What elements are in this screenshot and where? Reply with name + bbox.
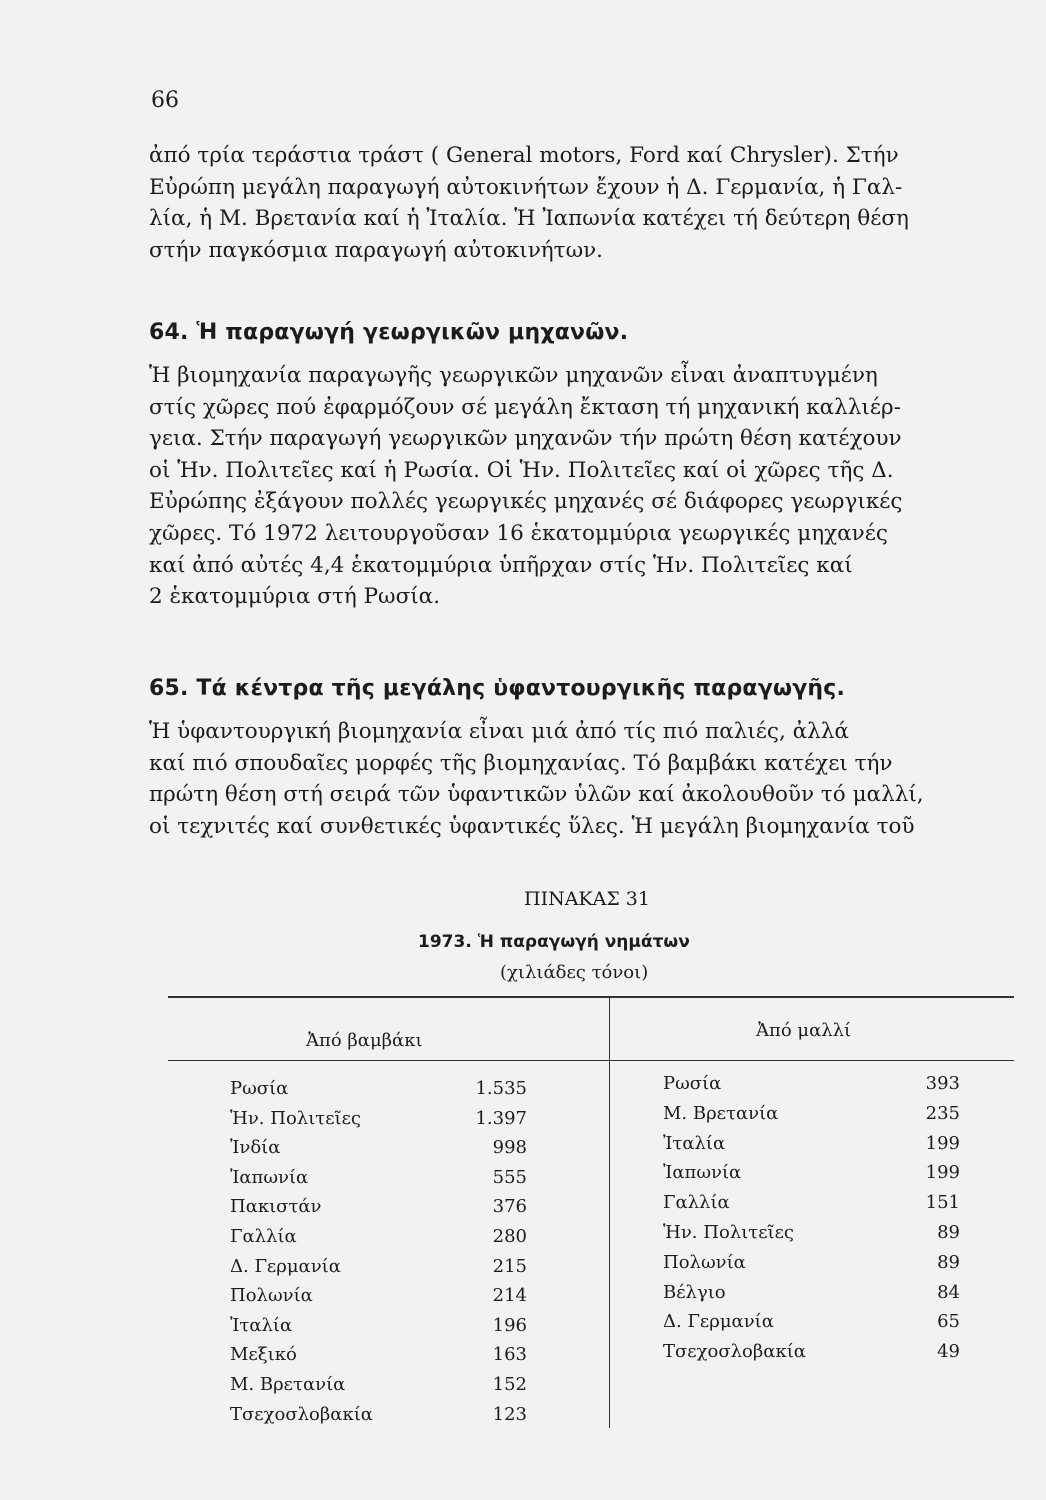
wool-value-cell: 49 <box>937 1341 960 1363</box>
wool-value-cell: 65 <box>937 1311 960 1333</box>
cotton-country-cell: Ἡν. Πολιτεῖες <box>230 1107 361 1129</box>
text-line: 2 ἑκατομμύρια στή Ρωσία. <box>149 584 441 610</box>
paragraph-section-64 <box>149 360 1007 613</box>
wool-country-cell: Μ. Βρετανία <box>663 1102 779 1124</box>
cotton-value-cell: 196 <box>492 1314 527 1336</box>
wool-country-cell: Δ. Γερμανία <box>663 1311 774 1333</box>
section-heading-64: 64. Ἡ παραγωγή γεωργικῶν μηχανῶν. <box>149 320 629 345</box>
cotton-value-cell: 214 <box>492 1285 527 1307</box>
wool-value-cell: 393 <box>925 1073 960 1094</box>
section-heading-65: 65. Τά κέντρα τῆς μεγάλης ὑφαντουργικῆς παραγωγῆς. <box>149 676 846 701</box>
cotton-value-cell: 1.535 <box>475 1078 527 1099</box>
text-line: οἱ τεχνιτές καί συνθετικές ὑφαντικές ὕλες. Ἡ μεγάλη βιομηχανία τοῦ <box>149 813 915 839</box>
cotton-country-cell: Πολωνία <box>230 1285 313 1307</box>
cotton-value-cell: 376 <box>492 1196 527 1218</box>
wool-value-cell: 89 <box>937 1222 960 1243</box>
text-line: χῶρες. Τό 1972 λειτουργοῦσαν 16 ἑκατομμύρια γεωργικές μηχανές <box>149 520 888 546</box>
cotton-value-cell: 123 <box>492 1403 527 1425</box>
text-line: λία, ἡ Μ. Βρετανία καί ἡ Ἰταλία. Ἡ Ἰαπωνία κατέχει τή δεύτερη θέση <box>149 206 909 232</box>
wool-value-cell: 89 <box>937 1251 960 1273</box>
table-column-divider <box>609 996 610 1428</box>
cotton-country-cell: Μ. Βρετανία <box>230 1374 346 1395</box>
table-number: ΠΙΝΑΚΑΣ 31 <box>524 888 650 910</box>
cotton-value-cell: 1.397 <box>475 1107 527 1129</box>
table-title: 1973. Ἡ παραγωγή νημάτων <box>418 932 690 952</box>
cotton-value-cell: 555 <box>492 1166 527 1188</box>
wool-value-cell: 199 <box>925 1162 960 1184</box>
paragraph-section-65 <box>149 716 1007 842</box>
cotton-country-cell: Ἰαπωνία <box>230 1166 309 1188</box>
wool-country-cell: Ἡν. Πολιτεῖες <box>663 1222 794 1243</box>
text-line: Ἡ βιομηχανία παραγωγῆς γεωργικῶν μηχανῶν εἶναι ἀναπτυγμένη <box>149 363 878 388</box>
text-line: Εὐρώπης ἐξάγουν πολλές γεωργικές μηχανές σέ διάφορες γεωργικές <box>149 489 903 515</box>
text-line: ἀπό τρία τεράστια τράστ ( General motors, Ford καί Chrysler). Στήν <box>149 143 899 168</box>
cotton-country-cell: Γαλλία <box>230 1226 297 1247</box>
text-line: στίς χῶρες πού ἐφαρμόζουν σέ μεγάλη ἔκταση τή μηχανική καλλιέρ- <box>149 394 901 420</box>
wool-column-header: Ἀπό μαλλί <box>756 1020 852 1041</box>
wool-country-cell: Ἰαπωνία <box>663 1162 742 1184</box>
table-top-rule <box>168 996 1014 998</box>
text-line: Εὐρώπη μεγάλη παραγωγή αὐτοκινήτων ἔχουν ἡ Δ. Γερμανία, ἡ Γαλ- <box>149 174 903 200</box>
text-line: οἱ Ἡν. Πολιτεῖες καί ἡ Ρωσία. Οἱ Ἡν. Πολιτεῖες καί οἱ χῶρες τῆς Δ. <box>149 457 894 483</box>
wool-value-cell: 199 <box>925 1132 960 1154</box>
text-line: πρώτη θέση στή σειρά τῶν ὑφαντικῶν ὑλῶν καί ἀκολουθοῦν τό μαλλί, <box>149 782 924 808</box>
wool-country-cell: Ρωσία <box>663 1073 722 1094</box>
cotton-column-header: Ἀπό βαμβάκι <box>306 1030 423 1051</box>
cotton-value-cell: 215 <box>492 1255 527 1277</box>
cotton-country-cell: Τσεχοσλοβακία <box>230 1403 373 1425</box>
wool-country-cell: Ἰταλία <box>663 1132 726 1154</box>
cotton-country-cell: Δ. Γερμανία <box>230 1255 341 1277</box>
table-unit: (χιλιάδες τόνοι) <box>500 962 649 983</box>
wool-value-cell: 235 <box>925 1102 960 1124</box>
page-number: 66 <box>151 88 179 113</box>
cotton-value-cell: 998 <box>492 1137 527 1159</box>
wool-value-cell: 84 <box>937 1281 960 1303</box>
text-line: γεια. Στήν παραγωγή γεωργικῶν μηχανῶν τήν πρώτη θέση κατέχουν <box>149 426 902 452</box>
table-header-rule <box>168 1060 1014 1061</box>
cotton-country-cell: Ἰταλία <box>230 1314 293 1336</box>
text-line: Ἡ ὑφαντουργική βιομηχανία εἶναι μιά ἀπό τίς πιό παλιές, ἀλλά <box>149 719 849 744</box>
cotton-country-cell: Πακιστάν <box>230 1196 322 1218</box>
wool-country-cell: Γαλλία <box>663 1192 730 1214</box>
text-line: καί ἀπό αὐτές 4,4 ἑκατομμύρια ὑπῆρχαν στίς Ἡν. Πολιτεῖες καί <box>149 552 853 578</box>
wool-country-cell: Πολωνία <box>663 1251 746 1273</box>
cotton-country-cell: Ἰνδία <box>230 1137 281 1159</box>
cotton-value-cell: 152 <box>492 1374 527 1395</box>
wool-country-cell: Τσεχοσλοβακία <box>663 1341 806 1363</box>
text-line: στήν παγκόσμια παραγωγή αὐτοκινήτων. <box>149 237 603 263</box>
cotton-country-cell: Ρωσία <box>230 1078 289 1099</box>
cotton-value-cell: 280 <box>492 1226 527 1247</box>
wool-value-cell: 151 <box>925 1192 960 1214</box>
text-line: καί πιό σπουδαῖες μορφές τῆς βιομηχανίας. Τό βαμβάκι κατέχει τήν <box>149 750 893 776</box>
cotton-value-cell: 163 <box>492 1344 527 1366</box>
cotton-country-cell: Μεξικό <box>230 1344 297 1366</box>
paragraph-intro <box>149 140 1007 266</box>
wool-country-cell: Βέλγιο <box>663 1281 726 1303</box>
